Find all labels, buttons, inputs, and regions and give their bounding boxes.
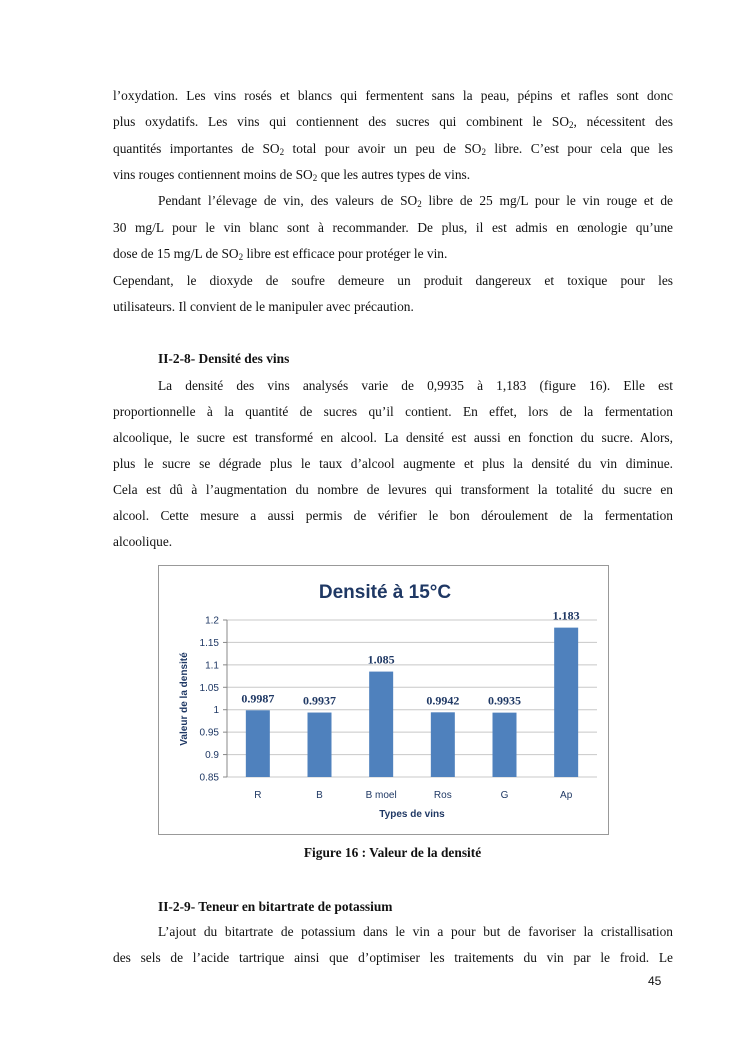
text-line: vins rouges contiennent moins de $SO_2$ que les autres types de vins. bbox=[113, 167, 471, 183]
data-label: 0.9937 bbox=[303, 693, 336, 708]
data-label: 1.183 bbox=[552, 608, 580, 623]
page-number: 45 bbox=[648, 974, 662, 988]
section-heading: II-2-8- Densité des vins bbox=[158, 351, 290, 366]
text-line: plus oxydatifs. Les vins qui contiennent des sucres qui combinent le $SO_2$, nécessitent des bbox=[113, 114, 674, 130]
chart-bar bbox=[369, 672, 393, 777]
y-tick-label: 1 bbox=[213, 705, 219, 717]
data-label: 0.9987 bbox=[241, 691, 275, 706]
chart-x-axis-label: Types de vins bbox=[379, 809, 445, 820]
text-line: plus le sucre se dégrade plus le taux d’alcool augmente et plus la densité du vin diminue. bbox=[113, 456, 673, 471]
text-line: quantités importantes de $SO_2$ total pour avoir un peu de $SO_2$ libre. C’est pour cela que les bbox=[113, 141, 673, 157]
data-label: 0.9935 bbox=[488, 693, 521, 708]
text-line: des sels de l’acide tartrique ainsi que d’optimiser les traitements du vin par le froid. Le bbox=[113, 950, 673, 965]
y-tick-label: 0.95 bbox=[199, 727, 219, 739]
y-tick-label: 0.9 bbox=[205, 750, 219, 762]
chart-bar bbox=[493, 713, 517, 777]
y-tick-label: 0.85 bbox=[199, 772, 219, 784]
text-line: utilisateurs. Il convient de le manipuler avec précaution. bbox=[113, 299, 414, 314]
text-line: alcoolique. bbox=[113, 534, 173, 549]
data-label: 0.9942 bbox=[426, 693, 460, 708]
text-line: 30 mg/L pour le vin blanc sont à recommander. De plus, il est admis en œnologie qu’une bbox=[113, 220, 673, 235]
figure-caption: Figure 16 : Valeur de la densité bbox=[303, 845, 482, 860]
text-line: L’ajout du bitartrate de potassium dans le vin a pour but de favoriser la cristallisation bbox=[158, 924, 673, 939]
x-tick-label: Ap bbox=[560, 790, 573, 801]
x-tick-label: G bbox=[500, 790, 509, 801]
x-tick-label: R bbox=[254, 790, 262, 801]
y-tick-label: 1.2 bbox=[205, 615, 219, 627]
text-line: La densité des vins analysés varie de 0,9935 à 1,183 (figure 16). Elle est bbox=[158, 378, 673, 393]
chart-bar bbox=[246, 710, 270, 777]
chart-title: Densité à 15°C bbox=[318, 582, 452, 603]
x-tick-label: B bbox=[316, 790, 323, 801]
y-tick-label: 1.05 bbox=[199, 682, 219, 694]
text-line: dose de 15 mg/L de $SO_2$ libre est efficace pour protéger le vin. bbox=[113, 246, 448, 262]
section-heading: II-2-9- Teneur en bitartrate de potassium bbox=[158, 899, 393, 914]
density-chart bbox=[158, 565, 609, 835]
x-tick-label: B moel bbox=[365, 790, 397, 801]
text-line: Cependant, le dioxyde de soufre demeure un produit dangereux et toxique pour les bbox=[113, 273, 673, 288]
text-line: alcool. Cette mesure a aussi permis de vérifier le bon déroulement de la fermentation bbox=[113, 508, 673, 523]
x-tick-label: Ros bbox=[433, 790, 452, 801]
y-tick-label: 1.15 bbox=[199, 637, 219, 649]
chart-svg bbox=[159, 566, 608, 834]
text-line: l’oxydation. Les vins rosés et blancs qui fermentent sans la peau, pépins et rafles sont donc bbox=[113, 88, 673, 103]
chart-bar bbox=[308, 713, 332, 777]
text-line: Pendant l’élevage de vin, des valeurs de $SO_2$ libre de 25 mg/L pour le vin rouge et de bbox=[158, 193, 673, 209]
data-label: 1.085 bbox=[367, 652, 395, 667]
text-line: alcoolique, le sucre est transformé en alcool. La densité est aussi en fonction du sucre. Alors, bbox=[113, 430, 673, 445]
chart-y-axis-label: Valeur de la densité bbox=[179, 652, 190, 746]
y-tick-label: 1.1 bbox=[205, 660, 219, 672]
chart-bar bbox=[431, 712, 455, 777]
text-line: proportionnelle à la quantité de sucres qu’il contient. En effet, lors de la fermentation bbox=[113, 404, 673, 419]
chart-bar bbox=[554, 628, 578, 777]
text-line: Cela est dû à l’augmentation du nombre de levures qui transforment la totalité du sucre en bbox=[113, 482, 673, 497]
